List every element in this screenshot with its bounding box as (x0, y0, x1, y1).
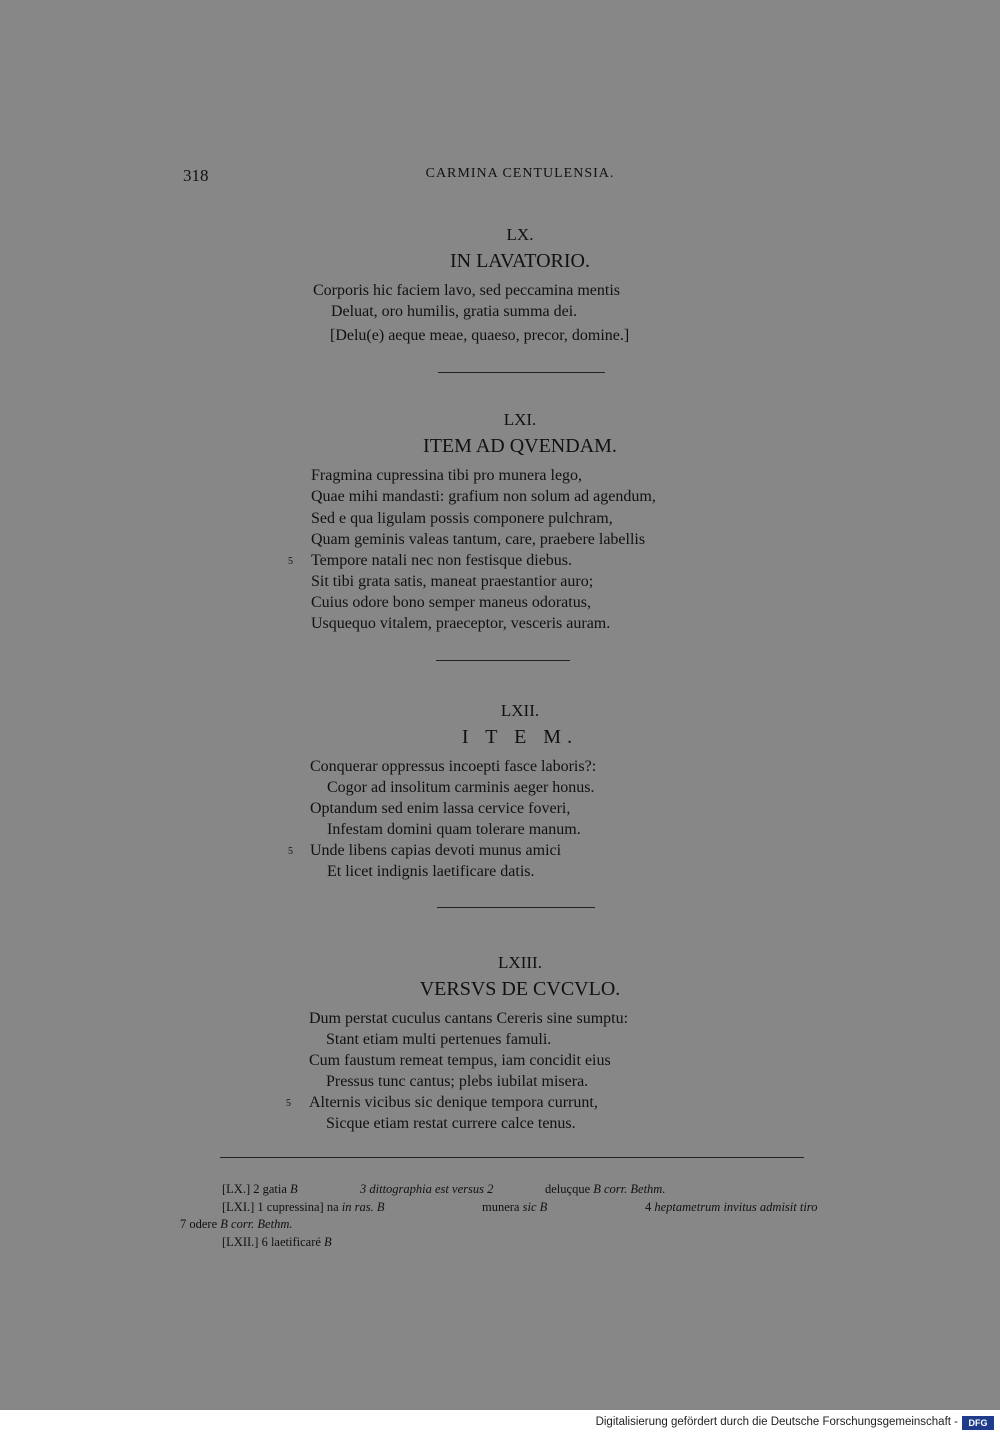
verse-line: Cum faustum remeat tempus, iam concidit eius (309, 1052, 611, 1069)
footnote-text: 3 dittographia est versus 2 (360, 1182, 494, 1196)
footnote-text: heptametrum invitus admisit tiro (654, 1200, 818, 1214)
footnote-text: 2 gatia (253, 1182, 287, 1196)
verse-line: Conquerar oppressus incoepti fasce laboris?: (310, 758, 597, 775)
footnote-text: sic B (522, 1200, 548, 1214)
verse-line: Tempore natali nec non festisque diebus. (311, 552, 573, 569)
poem-title: IN LAVATORIO. (449, 250, 591, 272)
line-number: 5 (286, 1098, 291, 1109)
verse-line: Et licet indignis laetificare datis. (327, 863, 535, 880)
footnote-text: na (326, 1200, 339, 1214)
footnote-lx-2 (360, 1182, 493, 1197)
footnote-text: 6 laetificaré (261, 1235, 321, 1249)
poem-title: ITEM AD QVENDAM. (423, 435, 617, 457)
running-title: CARMINA CENTULENSIA. (425, 166, 615, 181)
footnote-text: 1 cupressina] (257, 1200, 324, 1214)
verse-line: Deluat, oro humilis, gratia summa dei. (331, 303, 578, 320)
verse-line: Infestam domini quam tolerare manum. (327, 821, 581, 838)
section-divider (437, 907, 595, 908)
verse-line: Dum perstat cuculus cantans Cereris sine sumptu: (309, 1010, 629, 1027)
verse-line: Usquequo vitalem, praeceptor, vesceris auram. (311, 615, 611, 632)
footnote-lx (222, 1182, 298, 1197)
footnote-ref: [LXII.] (222, 1235, 259, 1249)
footnote-text: deluçque (545, 1182, 591, 1196)
footnote-lxi-2 (482, 1200, 547, 1215)
verse-line: Quam geminis valeas tantum, care, praebere labellis (311, 531, 646, 548)
footnote-text: in ras. (341, 1200, 374, 1214)
dfg-logo-icon: DFG (962, 1416, 994, 1430)
footnote-text: 7 odere (180, 1217, 218, 1231)
verse-line: Unde libens capias devoti munus amici (310, 842, 562, 859)
poem-numeral: LXI. (503, 410, 537, 429)
verse-line: Pressus tunc cantus; plebs iubilat misera. (326, 1073, 589, 1090)
footnote-lxi-3 (645, 1200, 817, 1215)
page-number: 318 (183, 166, 209, 185)
footnote-lxii (222, 1235, 332, 1250)
footnote-siglum: B corr. Bethm. (220, 1217, 293, 1231)
footnote-siglum: B (376, 1200, 385, 1214)
section-divider (438, 372, 605, 373)
footnote-ref: [LXI.] (222, 1200, 255, 1214)
verse-line: Alternis vicibus sic denique tempora currunt, (309, 1094, 598, 1111)
poem-numeral: LXII. (500, 701, 540, 720)
section-divider (436, 660, 570, 661)
line-number: 5 (288, 556, 293, 567)
poem-title: I T E M. (461, 726, 579, 748)
verse-line: Cogor ad insolitum carminis aeger honus. (327, 779, 595, 796)
verse-line: Sicque etiam restat currere calce tenus. (326, 1115, 576, 1132)
verse-line: Quae mihi mandasti: grafium non solum ad agendum, (311, 488, 656, 505)
footnote-lx-3 (545, 1182, 665, 1197)
poem-numeral: LX. (506, 225, 534, 244)
footnote-ref: [LX.] (222, 1182, 251, 1196)
verse-line: Optandum sed enim lassa cervice foveri, (310, 800, 571, 817)
verse-line: Sit tibi grata satis, maneat praestantior auro; (311, 573, 594, 590)
footnote-siglum: B corr. Bethm. (593, 1182, 666, 1196)
verse-line: Fragmina cupressina tibi pro munera lego, (311, 467, 583, 484)
funding-credit: Digitalisierung gefördert durch die Deutsche Forschungsgemeinschaft - (595, 1416, 958, 1428)
poem-title: VERSVS DE CVCVLO. (419, 978, 621, 1000)
verse-line: Cuius odore bono semper maneus odoratus, (311, 594, 591, 611)
footnote-siglum: B (324, 1235, 332, 1249)
footnote-text: munera (482, 1200, 520, 1214)
verse-line: Sed e qua ligulam possis componere pulchram, (311, 510, 613, 527)
poem-numeral: LXIII. (498, 953, 542, 972)
line-number: 5 (288, 846, 293, 857)
verse-line: [Delu(e) aeque meae, quaeso, precor, domine.] (330, 327, 630, 344)
verse-line: Corporis hic faciem lavo, sed peccamina mentis (313, 282, 621, 299)
footnote-separator (220, 1157, 804, 1158)
footnote-siglum: B (290, 1182, 298, 1196)
footnote-text: 4 (645, 1200, 652, 1214)
footnote-lxi (222, 1200, 384, 1215)
footnote-lxi-4 (180, 1217, 292, 1232)
verse-line: Stant etiam multi pertenues famuli. (326, 1031, 552, 1048)
